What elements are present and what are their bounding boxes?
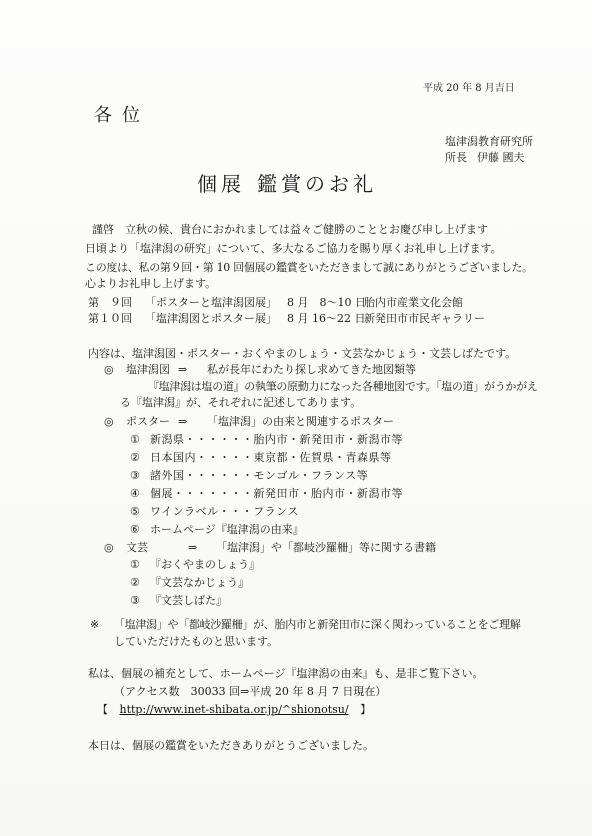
exhibition-venue: 新発田市市民ギャラリー	[364, 312, 485, 325]
access-count: （アクセス数 30033 回⇒平成 20 年 8 月 7 日現在）	[114, 685, 387, 698]
exhibition-no: 第 ９回	[88, 296, 132, 309]
list-num: ①	[130, 558, 140, 571]
list-item: ワインラベル・・・フランス	[150, 505, 299, 518]
greeting-line: 謹啓 立秋の候、貴台におかれましては益々ご健勝のこととお慶び申し上げます	[92, 223, 488, 236]
list-num: ⑤	[130, 505, 140, 518]
addressee: 各位	[94, 105, 150, 126]
date: 平成 20 年 8 月吉日	[423, 83, 515, 94]
exhibition-title: 「塩津潟図とポスター展」	[145, 312, 277, 325]
closing-line: 本日は、個展の鑑賞をいただきありがとうございました。	[88, 739, 374, 752]
map-detail: る『塩津潟』が、それぞれに記述してあります。	[120, 396, 362, 409]
list-item: 日本国内・・・・・東京都・佐賀県・青森県等	[150, 451, 392, 464]
list-num: ③	[130, 594, 140, 607]
list-item: 個展・・・・・・・新発田市・胎内市・新潟市等	[150, 487, 403, 500]
exhibition-dates: 8 月 16～22 日	[287, 312, 366, 325]
list-num: ③	[130, 469, 140, 482]
exhibition-venue: 胎内市産業文化会館	[364, 296, 463, 309]
note-mark: ※	[90, 618, 100, 631]
bracket-open: 【	[97, 703, 108, 716]
map-desc: 私が長年にわたり探し求めてきた地図類等	[207, 363, 416, 376]
exhibition-dates: 8 月 8～10 日	[287, 296, 366, 309]
homepage-link[interactable]: http://www.inet-shibata.or.jp/^shionotsu/	[119, 703, 349, 716]
list-item: 『おくやまのしょう』	[150, 558, 260, 571]
literature-mark: ◎	[104, 541, 114, 554]
note-line: 「塩津潟」や「都岐沙羅柵」が、胎内市と新発田市に深く関わっていることをご理解	[114, 618, 521, 631]
sender-title: 所長	[445, 151, 467, 164]
arrow-icon: ⇒	[188, 541, 198, 554]
list-item: ホームページ『塩津潟の由来』	[150, 523, 304, 536]
exhibition-no: 第１０回	[88, 312, 132, 325]
map-mark: ◎	[104, 363, 114, 376]
greeting-line: 日頃より「塩津潟の研究」について、多大なるご協力を賜り厚くお礼申し上げます。	[85, 242, 502, 255]
list-item: 『文芸なかじょう』	[150, 576, 249, 589]
map-label: 塩津潟図	[126, 363, 170, 376]
arrow-icon: ⇒	[178, 363, 188, 376]
title-part1: 個展	[197, 172, 245, 196]
poster-label: ポスター	[126, 415, 170, 428]
title-part2: 鑑賞のお礼	[257, 172, 377, 196]
arrow-icon: ⇒	[178, 415, 188, 428]
literature-desc: 「塩津潟」や「都岐沙羅柵」等に関する書籍	[216, 541, 436, 554]
bracket-close: 】	[360, 703, 372, 716]
list-num: ⑥	[130, 523, 140, 536]
list-num: ①	[130, 433, 140, 446]
document-title	[197, 172, 377, 196]
list-item: 新潟県・・・・・・胎内市・新発田市・新潟市等	[150, 433, 403, 446]
map-detail: 『塩津潟は塩の道』の執筆の原動力になった各種地図です。「塩の道」がうかがえ	[148, 380, 538, 393]
literature-label: 文芸	[126, 541, 148, 554]
exhibition-title: 「ポスターと塩津潟図展」	[145, 296, 277, 309]
organization: 塩津潟教育研究所	[445, 135, 533, 148]
supplement-line: 私は、個展の補充として、ホームページ『塩津潟の由来』も、是非ご覧下さい。	[88, 667, 484, 680]
note-line: していただけたものと思います。	[114, 635, 279, 648]
list-num: ②	[130, 576, 140, 589]
list-num: ②	[130, 451, 140, 464]
greeting-line: この度は、私の第９回・第 10 回個展の鑑賞をいただきまして誠にありがとうございました。	[85, 261, 533, 274]
sender	[445, 151, 525, 165]
url-line	[97, 703, 371, 717]
contents-intro: 内容は、塩津潟図・ポスター・おくやまのしょう・文芸なかじょう・文芸しばたです。	[88, 347, 517, 360]
list-item: 諸外国・・・・・・モンゴル・フランス等	[150, 469, 369, 482]
poster-mark: ◎	[104, 415, 114, 428]
sender-name: 伊藤 國夫	[477, 151, 525, 164]
list-item: 『文芸しばた』	[150, 594, 227, 607]
poster-desc: 「塩津潟」の由来と関連するポスター	[207, 415, 394, 428]
greeting-line: 心よりお礼申し上げます。	[85, 277, 217, 290]
list-num: ④	[130, 487, 140, 500]
